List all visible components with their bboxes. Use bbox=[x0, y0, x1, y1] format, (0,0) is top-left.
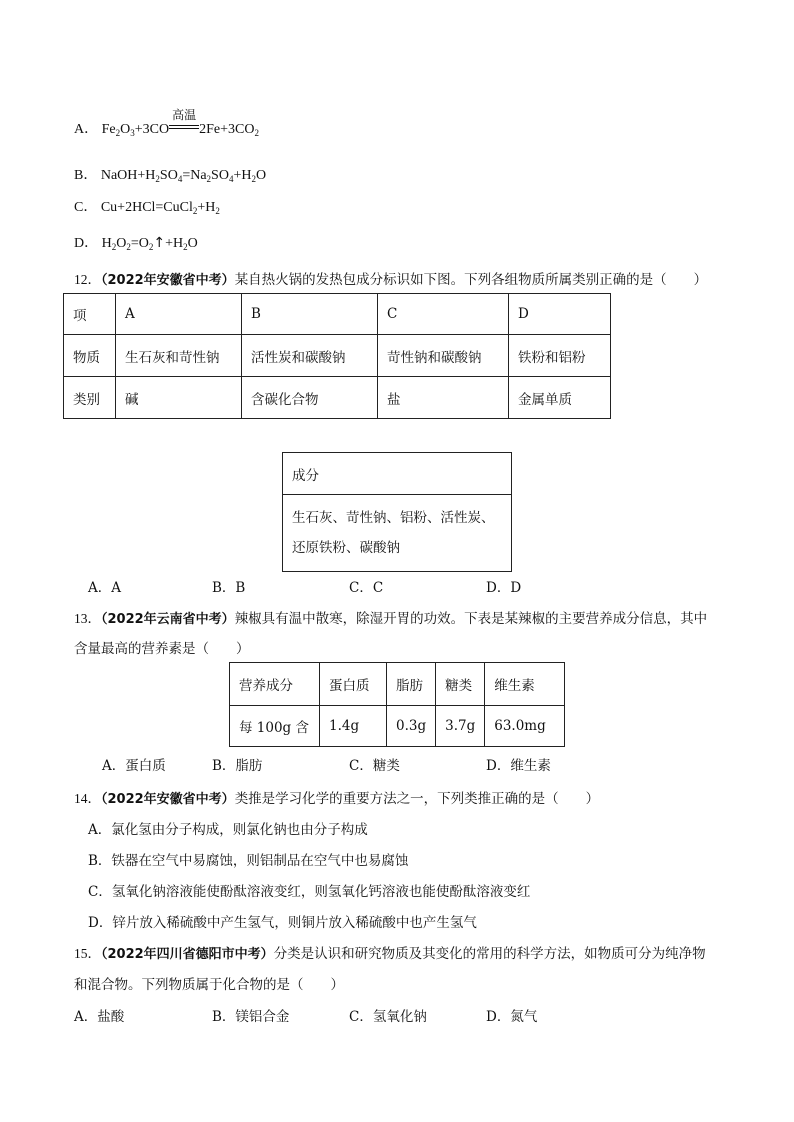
table-row bbox=[283, 495, 512, 572]
q11-option-c bbox=[74, 196, 220, 216]
q11-option-b bbox=[74, 164, 266, 184]
question-text: 分类是认识和研究物质及其变化的常用的科学方法，如物质可分为纯净物 bbox=[273, 946, 706, 962]
table-cell: 0.3g bbox=[387, 706, 436, 747]
table-cell: 脂肪 bbox=[387, 663, 436, 706]
question-source: （2022年云南省中考） bbox=[101, 612, 235, 627]
equation-a: $Fe_2O_3+3CO$ 高温 $2Fe+3CO_2$ bbox=[101, 108, 259, 138]
table-cell: 63.0mg bbox=[485, 706, 565, 747]
q13-stem-line2: 含量最高的营养素是（ ） bbox=[74, 641, 250, 657]
table-row bbox=[64, 294, 611, 335]
ingredients-list bbox=[283, 495, 512, 572]
q11-option-d bbox=[74, 232, 198, 252]
condition-text: 高温 bbox=[172, 108, 197, 122]
table-cell: A bbox=[116, 294, 242, 335]
table-cell: 物质 bbox=[64, 335, 116, 377]
question-text: 辣椒具有温中散寒，除湿开胃的功效。下表是某辣椒的主要营养成分信息，其中 bbox=[234, 611, 708, 627]
q12-choice-d: D．D bbox=[486, 580, 522, 596]
table-cell: 1.4g bbox=[320, 706, 387, 747]
table-row bbox=[283, 453, 512, 495]
question-number: 12． bbox=[74, 272, 101, 287]
q13-choice-a: A．蛋白质 bbox=[102, 758, 166, 774]
table-cell: 盐 bbox=[378, 377, 509, 419]
equation-c: $Cu+2HCl=CuCl_2+H_2$ bbox=[100, 200, 220, 216]
option-label: A． bbox=[74, 122, 99, 137]
q12-ingredients-box bbox=[282, 452, 512, 572]
question-source: （2022年安徽省中考） bbox=[101, 792, 235, 807]
q14-stem bbox=[74, 787, 599, 807]
question-text: 类推是学习化学的重要方法之一，下列类推正确的是（ ） bbox=[234, 791, 600, 807]
table-row bbox=[64, 335, 611, 377]
reaction-condition bbox=[169, 108, 199, 138]
q15-stem-line2: 和混合物。下列物质属于化合物的是（ ） bbox=[74, 977, 344, 993]
table-cell: 生石灰和苛性钠 bbox=[116, 335, 242, 377]
ingredients-header: 成分 bbox=[283, 453, 512, 495]
table-cell: 营养成分 bbox=[230, 663, 320, 706]
q14-option-c: C．氢氧化钠溶液能使酚酞溶液变红，则氢氧化钙溶液也能使酚酞溶液变红 bbox=[88, 884, 531, 900]
table-cell: 类别 bbox=[64, 377, 116, 419]
q12-choice-b: B．B bbox=[212, 580, 246, 596]
table-cell: D bbox=[509, 294, 611, 335]
q14-option-b: B．铁器在空气中易腐蚀，则铝制品在空气中也易腐蚀 bbox=[88, 853, 409, 869]
equation-d: $H_2O_2=O_2↑+H_2O$ bbox=[101, 235, 198, 252]
question-source: （2022年四川省德阳市中考） bbox=[101, 947, 274, 962]
question-source: （2022年安徽省中考） bbox=[101, 273, 235, 288]
table-cell: 含碳化合物 bbox=[242, 377, 378, 419]
q12-choice-a: A．A bbox=[88, 580, 121, 596]
option-label: B． bbox=[74, 168, 98, 183]
q13-stem-line1 bbox=[74, 607, 707, 627]
q13-choice-b: B．脂肪 bbox=[212, 758, 263, 774]
q14-option-d: D．锌片放入稀硫酸中产生氢气，则铜片放入稀硫酸中也产生氢气 bbox=[88, 915, 477, 931]
q14-option-a: A．氯化氢由分子构成，则氯化钠也由分子构成 bbox=[88, 822, 368, 838]
ingredients-line: 还原铁粉、碳酸钠 bbox=[292, 540, 400, 556]
q13-choice-c: C．糖类 bbox=[349, 758, 400, 774]
q11-option-a bbox=[74, 108, 259, 138]
table-cell: 碱 bbox=[116, 377, 242, 419]
table-cell: 维生素 bbox=[485, 663, 565, 706]
table-cell: 项 bbox=[64, 294, 116, 335]
question-text: 某自热火锅的发热包成分标识如下图。下列各组物质所属类别正确的是（ ） bbox=[234, 272, 708, 288]
table-cell: 每 100g 含 bbox=[230, 706, 320, 747]
table-cell: 活性炭和碳酸钠 bbox=[242, 335, 378, 377]
table-cell: 金属单质 bbox=[509, 377, 611, 419]
q15-choice-b: B．镁铝合金 bbox=[212, 1009, 290, 1025]
q15-stem-line1 bbox=[74, 942, 706, 962]
table-cell: 苛性钠和碳酸钠 bbox=[378, 335, 509, 377]
question-number: 15． bbox=[74, 946, 101, 961]
equation-b: $NaOH+H_2SO_4=Na_2SO_4+H_2O$ bbox=[100, 168, 267, 184]
q13-nutrition-table bbox=[229, 662, 565, 747]
q12-stem bbox=[74, 268, 707, 288]
ingredients-line: 生石灰、苛性钠、铝粉、活性炭、 bbox=[292, 510, 495, 526]
table-cell: C bbox=[378, 294, 509, 335]
q15-choice-c: C．氢氧化钠 bbox=[349, 1009, 427, 1025]
q13-choice-d: D．维生素 bbox=[486, 758, 551, 774]
option-label: D． bbox=[74, 236, 99, 251]
table-row bbox=[230, 663, 565, 706]
q15-choice-a: A．盐酸 bbox=[74, 1009, 125, 1025]
table-cell: 3.7g bbox=[436, 706, 485, 747]
table-cell: 蛋白质 bbox=[320, 663, 387, 706]
table-cell: 铁粉和铝粉 bbox=[509, 335, 611, 377]
q12-classification-table bbox=[63, 293, 611, 419]
question-number: 13． bbox=[74, 611, 101, 626]
q15-choice-d: D．氮气 bbox=[486, 1009, 538, 1025]
table-cell: 糖类 bbox=[436, 663, 485, 706]
table-cell: B bbox=[242, 294, 378, 335]
table-row bbox=[64, 377, 611, 419]
question-number: 14． bbox=[74, 791, 101, 806]
table-row bbox=[230, 706, 565, 747]
q12-choice-c: C．C bbox=[349, 580, 384, 596]
option-label: C． bbox=[74, 200, 98, 215]
